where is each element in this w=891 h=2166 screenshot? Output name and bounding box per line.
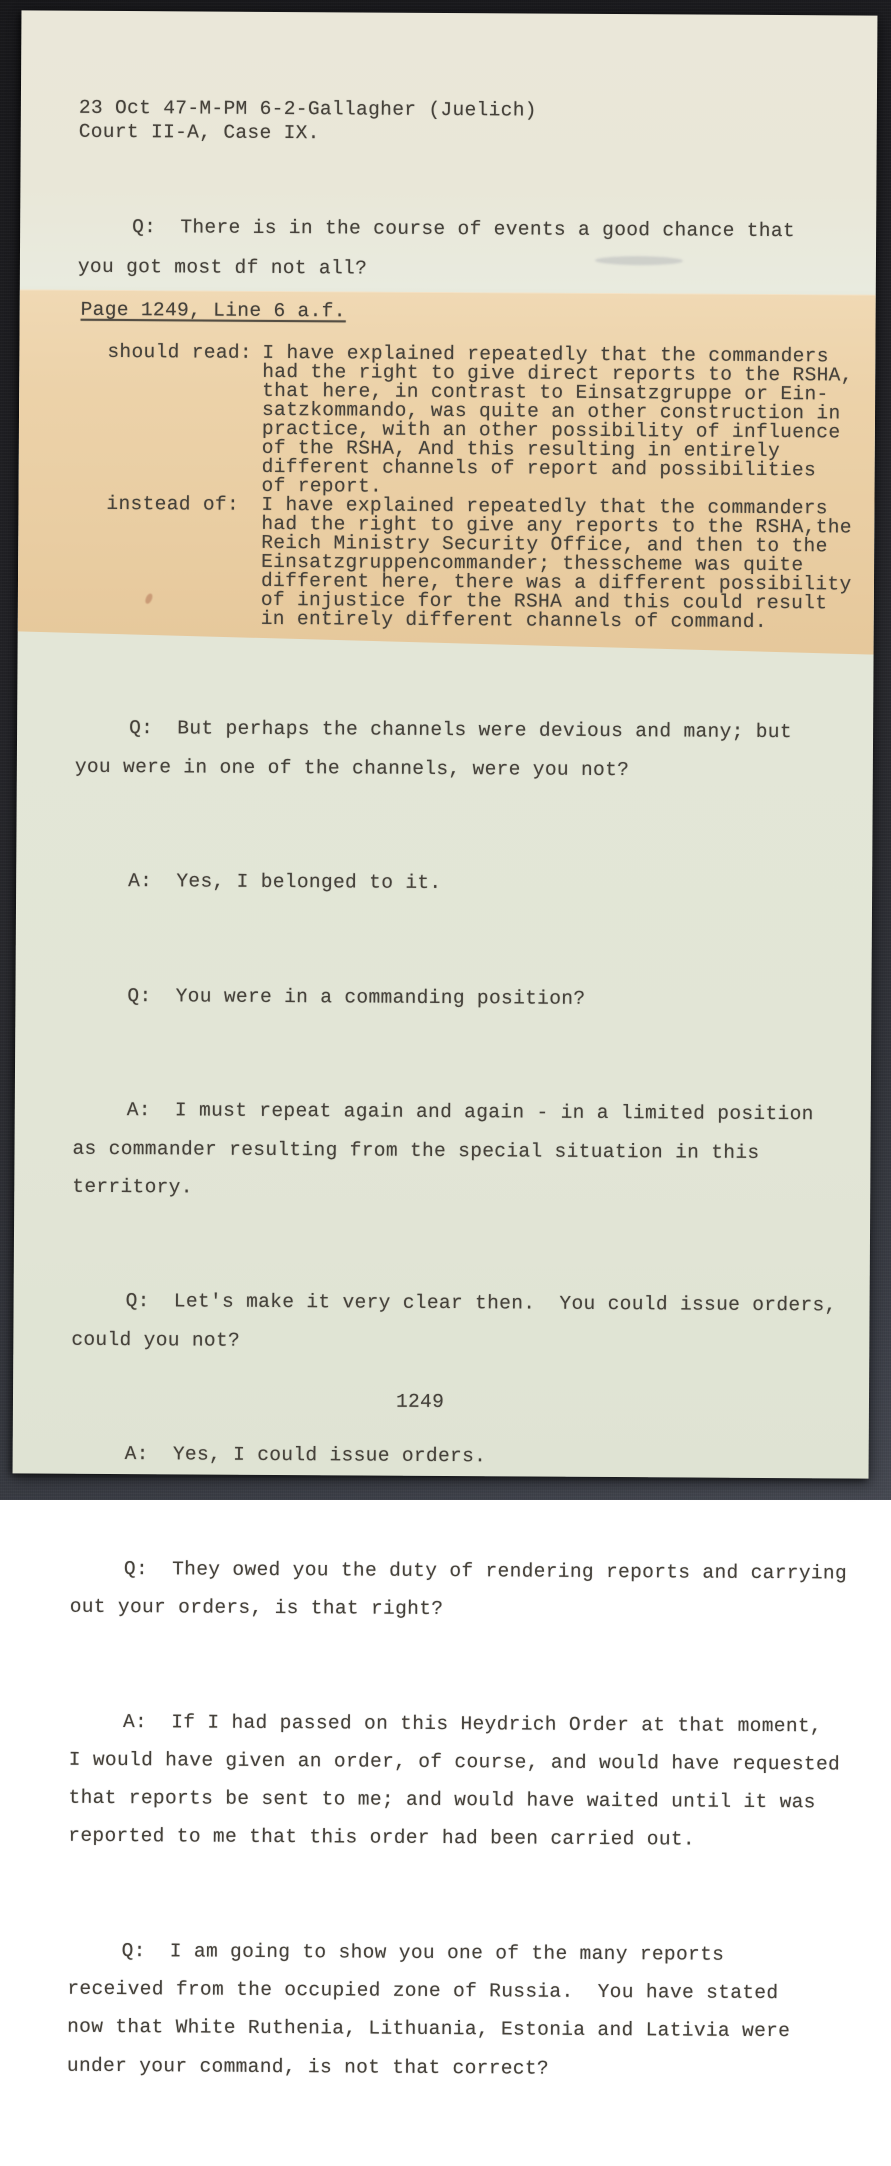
should-read-text: I have explained repeatedly that the commanders had the right to give direct reports to the RSHA, that here, in contrast to Einsatzgruppe or Ein- satzkommando, was quite an other construction in practice, with an other possibility of influence of the RSHA, And this resulting in entirely different channels of report and possibilities of report. <box>261 341 853 498</box>
instead-of-label: instead of: <box>106 492 240 516</box>
qa-paragraph: A: I must repeat again and again - in a limited position as commander resulting from the special situation in this territory. <box>72 1099 814 1199</box>
instead-of-text: I have explained repeatedly that the commanders had the right to give any reports to the RSHA,the Reich Ministry Security Office, and then to the Einsatzgruppencommander; thesscheme was quite different here, there was a different possibility of injustice for the RSHA and this could result in entirely different channels of command. <box>260 493 852 633</box>
should-read-label: should read: <box>107 340 253 364</box>
qa-paragraph: A: If I had passed on this Heydrich Order at that moment, I would have given an order, of course, and would have requested that reports be sent to me; and would have waited until it was reported to me that this order had been carried out. <box>68 1710 841 1851</box>
qa-paragraph: A: Yes, I belonged to it. <box>128 870 442 895</box>
qa-paragraph: Q: I am going to show you one of the many reports received from the occupied zone of Russia. You have stated now that White Ruthenia, Lithuania, Estonia and Lativia were under your command, is not that correct? <box>66 1939 791 2080</box>
qa-paragraph: A: Yes, I could issue orders. <box>124 1443 487 1468</box>
correction-heading: Page 1249, Line 6 a.f. <box>80 298 346 323</box>
qa-paragraph: Q: But perhaps the channels were devious and many; but you were in one of the channels, were you not? <box>74 717 793 781</box>
page-number: 1249 <box>395 1390 445 1414</box>
document-page <box>13 10 878 2080</box>
document-header: 23 Oct 47-M-PM 6-2-Gallagher (Juelich) Court II-A, Case IX. <box>78 96 537 145</box>
question-paragraph-intro: Q: There is in the course of events a good chance that you got most df not all? <box>77 216 796 280</box>
qa-paragraph: Q: You were in a commanding position? <box>127 984 586 1010</box>
qa-paragraph: Q: Let's make it very clear then. You could issue orders, could you not? <box>71 1290 837 1352</box>
qa-transcript <box>66 633 875 2166</box>
qa-paragraph: Q: They owed you the duty of rendering reports and carrying out your orders, is that right? <box>69 1557 848 1621</box>
